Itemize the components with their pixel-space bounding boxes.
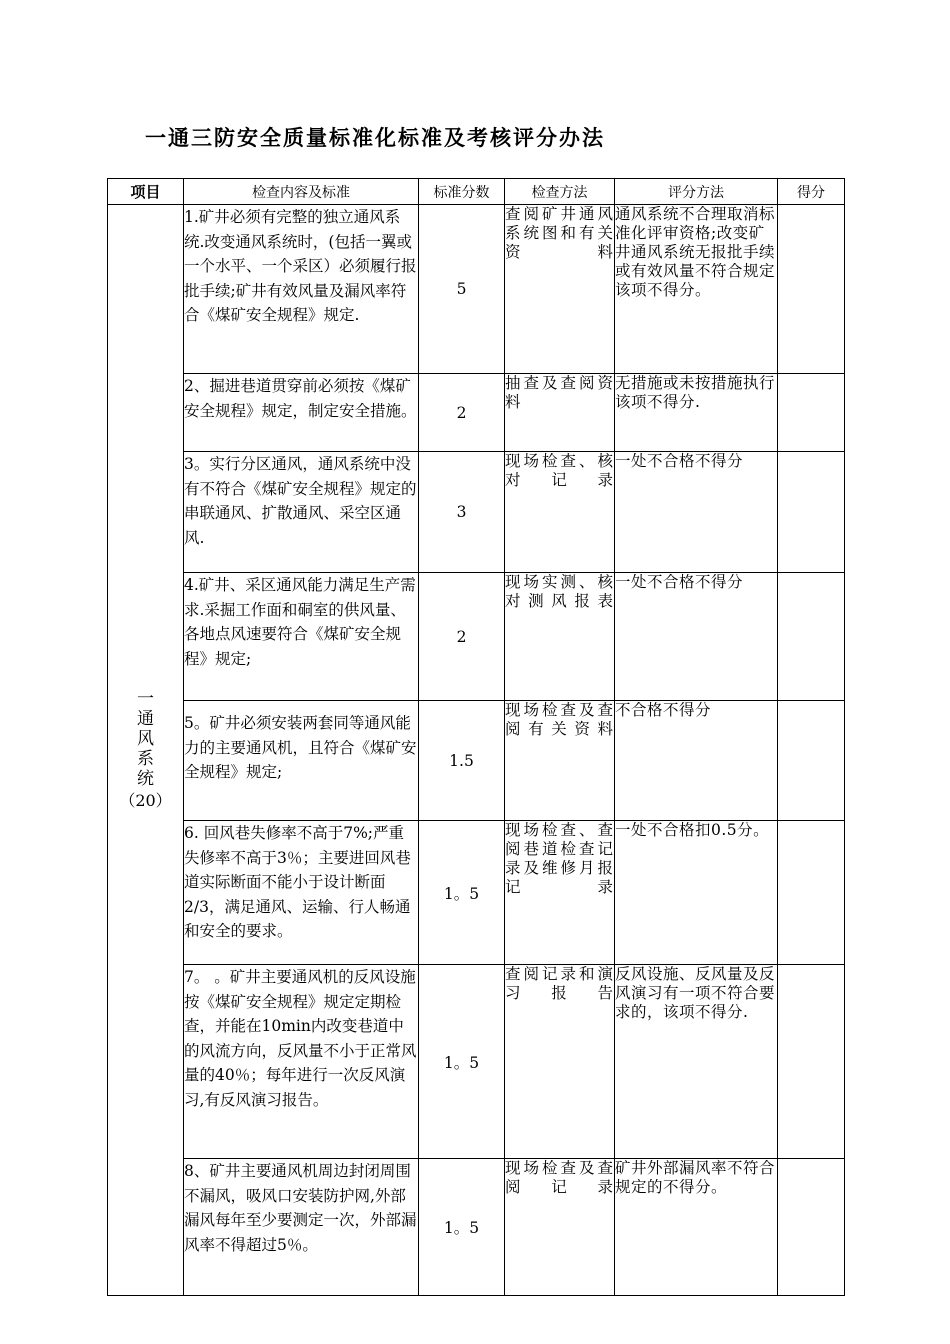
method-cell: 查阅矿井通风系统图和有关资料 <box>505 205 615 374</box>
method-cell: 现场检查、核对记录 <box>505 452 615 573</box>
section-prefix: 一 <box>137 689 154 709</box>
content-cell: 2、掘进巷道贯穿前必须按《煤矿安全规程》规定，制定安全措施。 <box>184 374 419 452</box>
score-cell: 1。5 <box>419 821 505 965</box>
evaluation-cell: 反风设施、反风量及反风演习有一项不符合要求的，该项不得分. <box>615 965 778 1159</box>
method-cell: 现场实测、核对测风报表 <box>505 573 615 701</box>
score-cell: 2 <box>419 374 505 452</box>
header-obtained: 得分 <box>778 179 845 205</box>
method-cell: 现场检查及查阅记录 <box>505 1159 615 1296</box>
score-cell: 1。5 <box>419 965 505 1159</box>
content-cell: 8、矿井主要通风机周边封闭周围不漏风，吸风口安装防护网,外部漏风每年至少要测定一次，外部漏风率不得超过5％。 <box>184 1159 419 1296</box>
section-points: （20） <box>119 791 172 810</box>
section-char: 系 <box>137 749 154 769</box>
table-row <box>108 821 845 965</box>
score-cell: 5 <box>419 205 505 374</box>
table-row <box>108 701 845 821</box>
content-cell: 3。实行分区通风，通风系统中没有不符合《煤矿安全规程》规定的串联通风、扩散通风、采空区通风. <box>184 452 419 573</box>
obtained-cell[interactable] <box>778 821 845 965</box>
obtained-cell[interactable] <box>778 1159 845 1296</box>
obtained-cell[interactable] <box>778 573 845 701</box>
evaluation-cell: 通风系统不合理取消标准化评审资格;改变矿井通风系统无报批手续或有效风量不符合规定该项不得分。 <box>615 205 778 374</box>
obtained-cell[interactable] <box>778 374 845 452</box>
evaluation-cell: 无措施或未按措施执行该项不得分. <box>615 374 778 452</box>
content-cell: 4.矿井、采区通风能力满足生产需求.采掘工作面和硐室的供风量、各地点风速要符合《煤矿安全规程》规定; <box>184 573 419 701</box>
table-header-row <box>108 179 845 205</box>
obtained-cell[interactable] <box>778 452 845 573</box>
score-cell: 1。5 <box>419 1159 505 1296</box>
page-title: 一通三防安全质量标准化标准及考核评分办法 <box>145 126 605 150</box>
score-cell: 1.5 <box>419 701 505 821</box>
header-evaluation: 评分方法 <box>615 179 778 205</box>
section-label <box>108 205 184 1296</box>
header-method: 检查方法 <box>505 179 615 205</box>
method-cell: 现场检查及查阅有关资料 <box>505 701 615 821</box>
score-cell: 3 <box>419 452 505 573</box>
evaluation-cell: 矿井外部漏风率不符合规定的不得分。 <box>615 1159 778 1296</box>
header-content: 检查内容及标准 <box>184 179 419 205</box>
table-row <box>108 965 845 1159</box>
evaluation-cell: 一处不合格不得分 <box>615 573 778 701</box>
content-cell: 1.矿井必须有完整的独立通风系统.改变通风系统时，(包括一翼或一个水平、一个采区）必须履行报批手续;矿井有效风量及漏风率符合《煤矿安全规程》规定. <box>184 205 419 374</box>
content-cell: 7。 。矿井主要通风机的反风设施按《煤矿安全规程》规定定期检查，并能在10min内改变巷道中的风流方向，反风量不小于正常风量的40％；每年进行一次反风演习,有反风演习报告。 <box>184 965 419 1159</box>
evaluation-cell: 不合格不得分 <box>615 701 778 821</box>
table-row <box>108 573 845 701</box>
evaluation-cell: 一处不合格扣0.5分。 <box>615 821 778 965</box>
header-score: 标准分数 <box>419 179 505 205</box>
method-cell: 查阅记录和演习报告 <box>505 965 615 1159</box>
method-cell: 抽查及查阅资料 <box>505 374 615 452</box>
obtained-cell[interactable] <box>778 701 845 821</box>
section-char: 风 <box>137 729 154 749</box>
score-cell: 2 <box>419 573 505 701</box>
table-row <box>108 1159 845 1296</box>
standards-table <box>107 178 845 1296</box>
table-row <box>108 205 845 374</box>
evaluation-cell: 一处不合格不得分 <box>615 452 778 573</box>
obtained-cell[interactable] <box>778 205 845 374</box>
obtained-cell[interactable] <box>778 965 845 1159</box>
content-cell: 5。矿井必须安装两套同等通风能力的主要通风机，且符合《煤矿安全规程》规定; <box>184 701 419 821</box>
table-row <box>108 374 845 452</box>
content-cell: 6. 回风巷失修率不高于7%;严重失修率不高于3％；主要进回风巷道实际断面不能小于设计断面2/3，满足通风、运输、行人畅通和安全的要求。 <box>184 821 419 965</box>
header-project: 项目 <box>108 179 184 205</box>
section-char: 统 <box>137 769 154 789</box>
table-row <box>108 452 845 573</box>
method-cell: 现场检查、查阅巷道检查记录及维修月报记录 <box>505 821 615 965</box>
section-char: 通 <box>137 709 154 729</box>
